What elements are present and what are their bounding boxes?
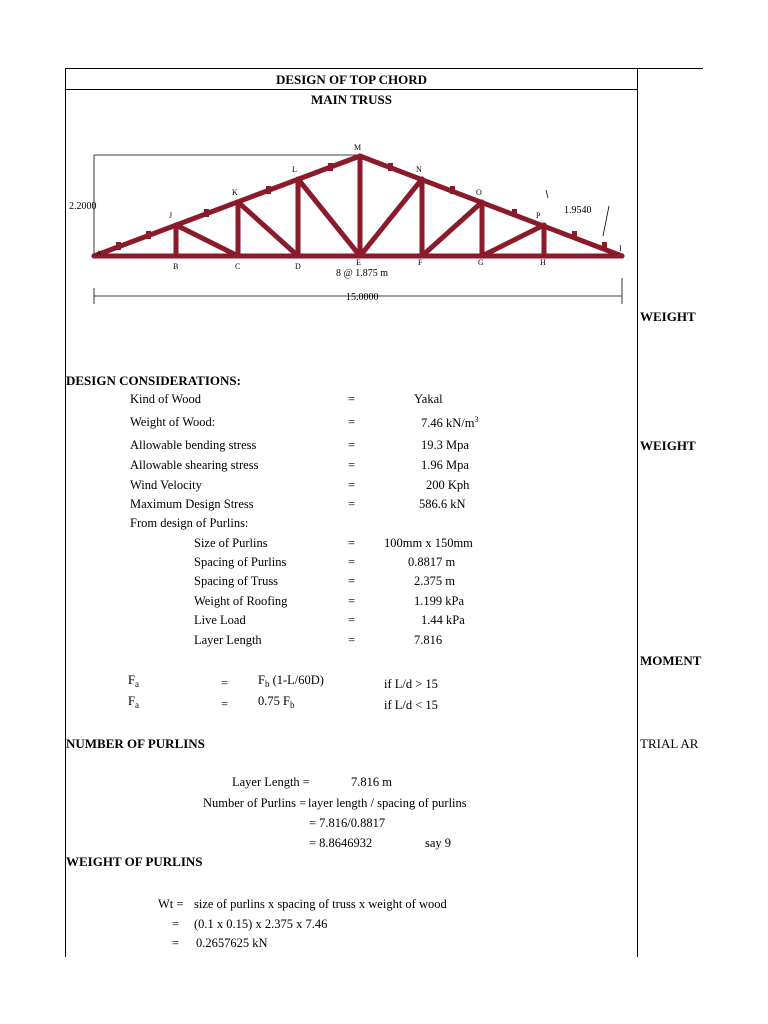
row-value: 586.6 kN <box>419 497 466 511</box>
row-eq: = <box>348 633 356 647</box>
node-o: O <box>476 188 482 197</box>
node-m: M <box>354 143 362 152</box>
wt-label: Wt = <box>158 897 184 911</box>
row-label: Live Load <box>194 613 246 627</box>
row-value: 2.375 m <box>414 574 455 588</box>
row-value: 0.8817 m <box>408 555 456 569</box>
row-label: Spacing of Purlins <box>194 555 287 569</box>
node-f: F <box>418 258 423 267</box>
row-value: 200 Kph <box>426 478 470 492</box>
row-eq: = <box>348 392 356 406</box>
design-considerations-heading: DESIGN CONSIDERATIONS: <box>66 373 241 388</box>
row-value: 1.199 kPa <box>414 594 464 608</box>
node-i: I <box>619 244 622 253</box>
header-rule <box>638 68 703 69</box>
truss-diagram <box>66 138 636 313</box>
row-label: Kind of Wood <box>130 392 201 406</box>
truss-members <box>94 156 622 256</box>
right-border <box>637 89 638 957</box>
page-title: DESIGN OF TOP CHORD <box>275 72 428 87</box>
row-eq: = <box>348 438 356 452</box>
row-eq: = <box>348 555 356 569</box>
node-g: G <box>478 258 484 267</box>
node-d: D <box>295 262 301 271</box>
row-label: Spacing of Truss <box>194 574 279 588</box>
row-label: Wind Velocity <box>130 478 202 492</box>
layer-length-label: Layer Length = <box>232 775 310 789</box>
row-value: 19.3 Mpa <box>421 438 469 452</box>
panel-label: 8 @ 1.875 m <box>336 268 388 279</box>
wt-step-2-eq: = <box>172 936 180 950</box>
row-label: Maximum Design Stress <box>130 497 254 511</box>
row-label: Weight of Wood: <box>130 415 216 429</box>
row-eq: = <box>348 536 356 550</box>
formula-condition: if L/d > 15 <box>384 677 438 691</box>
row-value: 7.46 $kN/m^3$ <box>421 415 479 430</box>
row-label: Allowable shearing stress <box>130 458 259 472</box>
row-eq: = <box>348 415 356 429</box>
formula-rhs: $F_b$ (1-L/60D) <box>258 673 324 689</box>
wt-formula: size of purlins x spacing of truss x weight of wood <box>194 897 447 911</box>
formula-condition: if L/d < 15 <box>384 698 438 712</box>
number-of-purlins-heading: NUMBER OF PURLINS <box>66 736 205 751</box>
row-eq: = <box>348 613 356 627</box>
row-label: Layer Length <box>194 633 262 647</box>
row-value: 100mm x 150mm <box>384 536 473 550</box>
row-value: 1.96 Mpa <box>421 458 469 472</box>
node-a: A <box>96 249 102 258</box>
node-e: E <box>356 258 361 267</box>
purlins-step-2: = 8.8646932 <box>309 836 373 850</box>
formula-eq: = <box>221 697 229 711</box>
side-label-trial: TRIAL AR <box>640 736 699 751</box>
formula-rhs: 0.75 $F_b$ <box>258 694 295 710</box>
node-l: L <box>292 165 297 174</box>
row-eq: = <box>348 458 356 472</box>
wt-step-2: 0.2657625 kN <box>196 936 268 950</box>
formula-eq: = <box>221 676 229 690</box>
wt-step-1: (0.1 x 0.15) x 2.375 x 7.46 <box>194 917 328 931</box>
side-label-moment: MOMENT <box>640 653 702 668</box>
number-of-purlins-formula: layer length / spacing of purlins <box>308 796 467 810</box>
formula-lhs: $F_a$ <box>128 673 139 689</box>
purlins-say: say 9 <box>425 836 452 850</box>
node-h: H <box>540 258 546 267</box>
layer-length-value: 7.816 m <box>351 775 392 789</box>
node-p: P <box>536 211 541 220</box>
purlins-step-1: = 7.816/0.8817 <box>309 816 386 830</box>
row-label: Allowable bending stress <box>130 438 257 452</box>
span-label: 15.0000 <box>346 292 379 303</box>
row-label: Weight of Roofing <box>194 594 288 608</box>
purlins-heading: From design of Purlins: <box>130 516 249 530</box>
row-eq: = <box>348 594 356 608</box>
member-label: 1.9540 <box>564 205 592 216</box>
side-label-weight-1: WEIGHT <box>640 309 696 324</box>
node-c: C <box>235 262 241 271</box>
height-label: 2.2000 <box>69 201 97 212</box>
formula-lhs: $F_a$ <box>128 694 139 710</box>
number-of-purlins-label: Number of Purlins = <box>203 796 307 810</box>
side-label-weight-2: WEIGHT <box>640 438 696 453</box>
row-value: 7.816 <box>414 633 443 647</box>
row-value: Yakal <box>414 392 443 406</box>
row-eq: = <box>348 574 356 588</box>
row-eq: = <box>348 497 356 511</box>
row-eq: = <box>348 478 356 492</box>
node-j: J <box>169 211 173 220</box>
weight-of-purlins-heading: WEIGHT OF PURLINS <box>66 854 203 869</box>
row-label: Size of Purlins <box>194 536 268 550</box>
page-subtitle: MAIN TRUSS <box>310 92 393 107</box>
row-value: 1.44 kPa <box>421 613 465 627</box>
wt-step-1-eq: = <box>172 917 180 931</box>
node-b: B <box>173 262 179 271</box>
node-k: K <box>232 188 238 197</box>
node-n: N <box>416 165 422 174</box>
